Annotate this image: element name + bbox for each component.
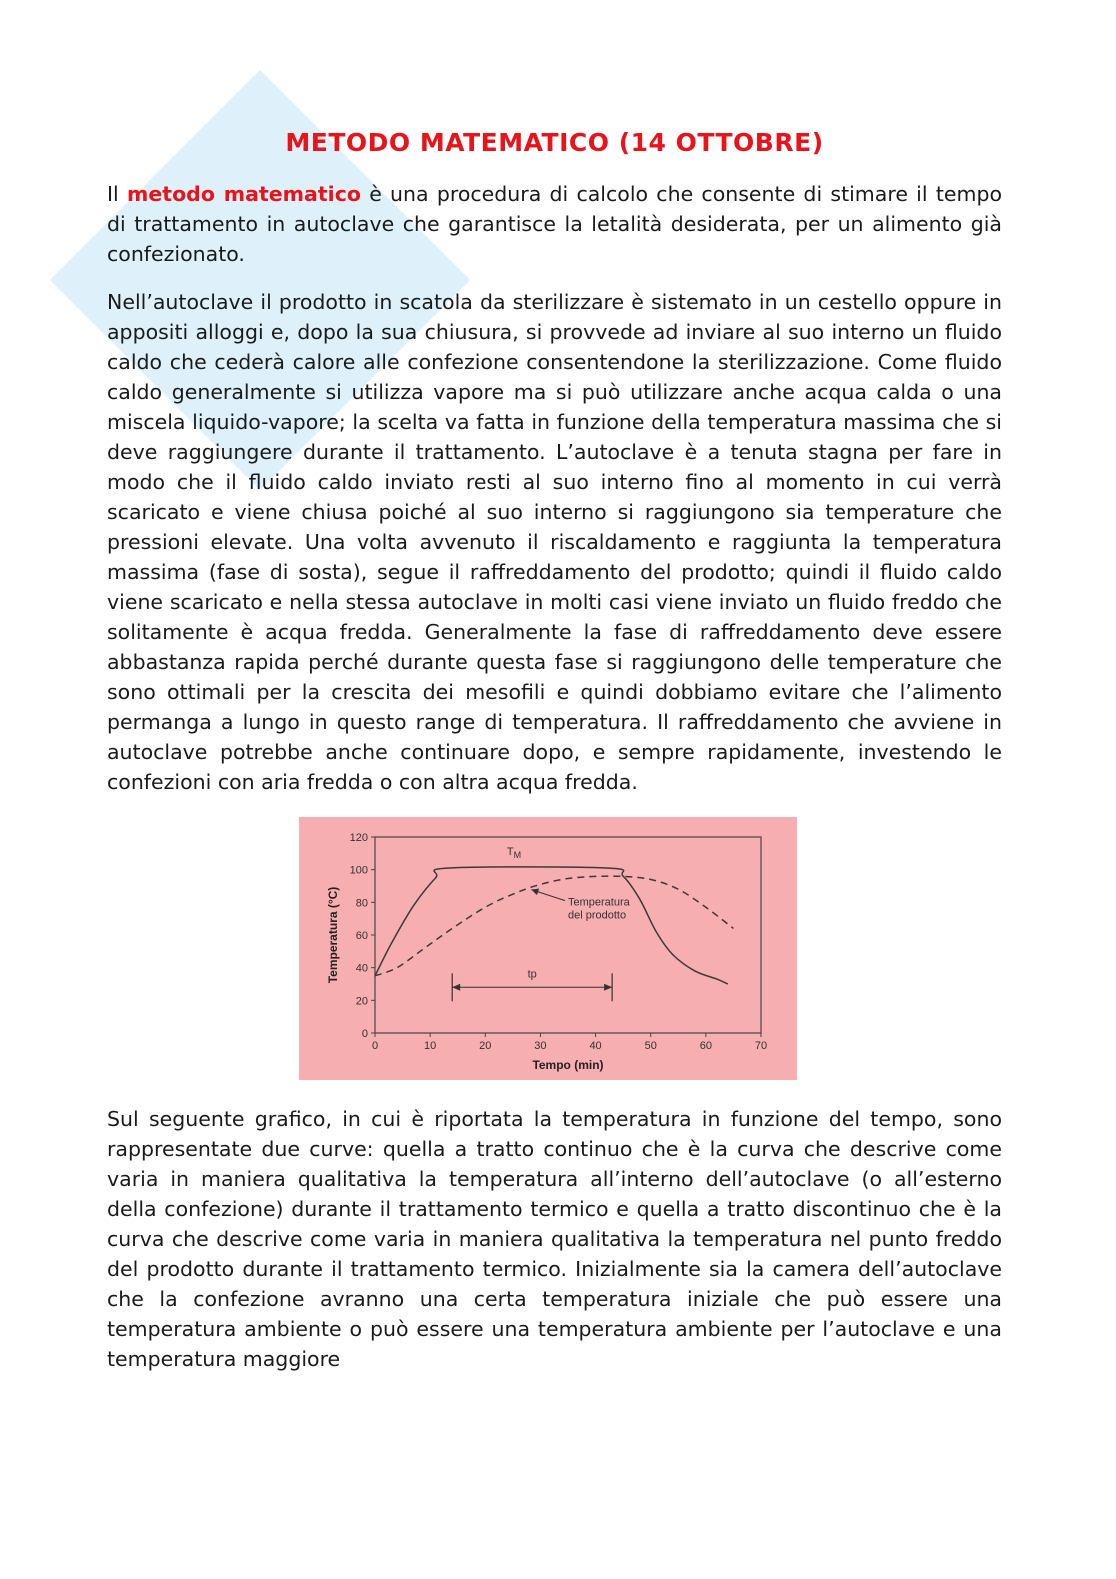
paragraph-intro: [107, 179, 1002, 269]
tm-label: [506, 846, 520, 860]
x-tick-label: 20: [478, 1040, 491, 1052]
autoclave-temperature-line: [375, 867, 728, 984]
tm-label-sub: M: [513, 849, 521, 860]
intro-rest: è una procedura di calcolo che consente di stimare il tempo di trattamento in autoclave che garantisce la letalità desiderata, per un alimento già confezionato.: [107, 182, 1002, 266]
y-tick-label: 60: [355, 930, 368, 942]
tp-arrowhead-left: [452, 984, 460, 991]
x-tick-label: 50: [644, 1040, 657, 1052]
tp-arrowhead-right: [604, 984, 612, 991]
intro-lead: Il: [107, 182, 127, 206]
x-tick-label: 30: [533, 1040, 547, 1052]
annotation-arrowhead: [531, 888, 539, 895]
y-axis-label: Temperatura (°C): [325, 886, 340, 984]
y-tick-label: 120: [349, 832, 368, 844]
tm-label-main: T: [506, 845, 514, 858]
y-ticks: [349, 832, 374, 1040]
x-ticks: [371, 1033, 766, 1052]
product-annotation-line2: del prodotto: [567, 909, 626, 922]
y-tick-label: 0: [361, 1028, 368, 1040]
x-tick-label: 40: [588, 1040, 602, 1052]
temperature-chart: [299, 817, 797, 1080]
y-tick-label: 40: [355, 962, 368, 975]
x-axis-label: Tempo (min): [531, 1058, 604, 1072]
highlight-term: metodo matematico: [127, 182, 361, 206]
y-tick-label: 100: [349, 864, 368, 877]
x-tick-label: 60: [699, 1040, 712, 1052]
x-tick-label: 10: [423, 1040, 436, 1052]
figure-container: [107, 817, 1002, 1080]
y-tick-label: 20: [355, 995, 368, 1008]
x-tick-label: 0: [371, 1040, 378, 1052]
paragraph-graph-description: Sul seguente grafico, in cui è riportata la temperatura in funzione del tempo, sono rappresentate due curve: quella a tratto continuo che è la curva che descrive come varia in maniera qualitativa la temperatura all’interno dell’autoclave (o all’esterno della confezione) durante il trattamento termico e quella a tratto discontinuo che è la curva che descrive come varia in maniera qualitativa la temperatura nel punto freddo del prodotto durante il trattamento termico. Inizialmente sia la camera dell’autoclave che la confezione avranno una certa temperatura iniziale che può essere una temperatura ambiente o può essere una temperatura ambiente per l’autoclave e una temperatura maggiore: [107, 1107, 1002, 1371]
paragraph-autoclave: Nell’autoclave il prodotto in scatola da sterilizzare è sistemato in un cestello oppure in appositi alloggi e, dopo la sua chiusura, si provvede ad inviare al suo interno un fluido caldo che cederà calore alle confezione consentendone la sterilizzazione. Come fluido caldo generalmente si utilizza vapore ma si può utilizzare anche acqua calda o una miscela liquido-vapore; la scelta va fatta in funzione della temperatura massima che si deve raggiungere durante il trattamento. L’autoclave è a tenuta stagna per fare in modo che il fluido caldo inviato resti al suo interno fino al momento in cui verrà scaricato e viene chiusa poiché al suo interno si raggiungono sia temperature che pressioni elevate. Una volta avvenuto il riscaldamento e raggiunta la temperatura massima (fase di sosta), segue il raffreddamento del prodotto; quindi il fluido caldo viene scaricato e nella stessa autoclave in molti casi viene inviato un fluido freddo che solitamente è acqua fredda. Generalmente la fase di raffreddamento deve essere abbastanza rapida perché durante questa fase si raggiungono delle temperature che sono ottimali per la crescita dei mesofili e quindi dobbiamo evitare che l’alimento permanga a lungo in questo range di temperatura. Il raffreddamento che avviene in autoclave potrebbe anche continuare dopo, e sempre rapidamente, investendo le confezioni con aria fredda o con altra acqua fredda.: [107, 290, 1002, 794]
page-title: METODO MATEMATICO (14 OTTOBRE): [285, 128, 824, 157]
y-tick-label: 80: [355, 897, 368, 910]
tp-label: tp: [527, 968, 537, 981]
product-annotation-line1: Temperatura: [567, 896, 630, 909]
x-tick-label: 70: [754, 1040, 767, 1052]
document-page: [107, 128, 1002, 1392]
temperature-figure: [299, 817, 797, 1080]
